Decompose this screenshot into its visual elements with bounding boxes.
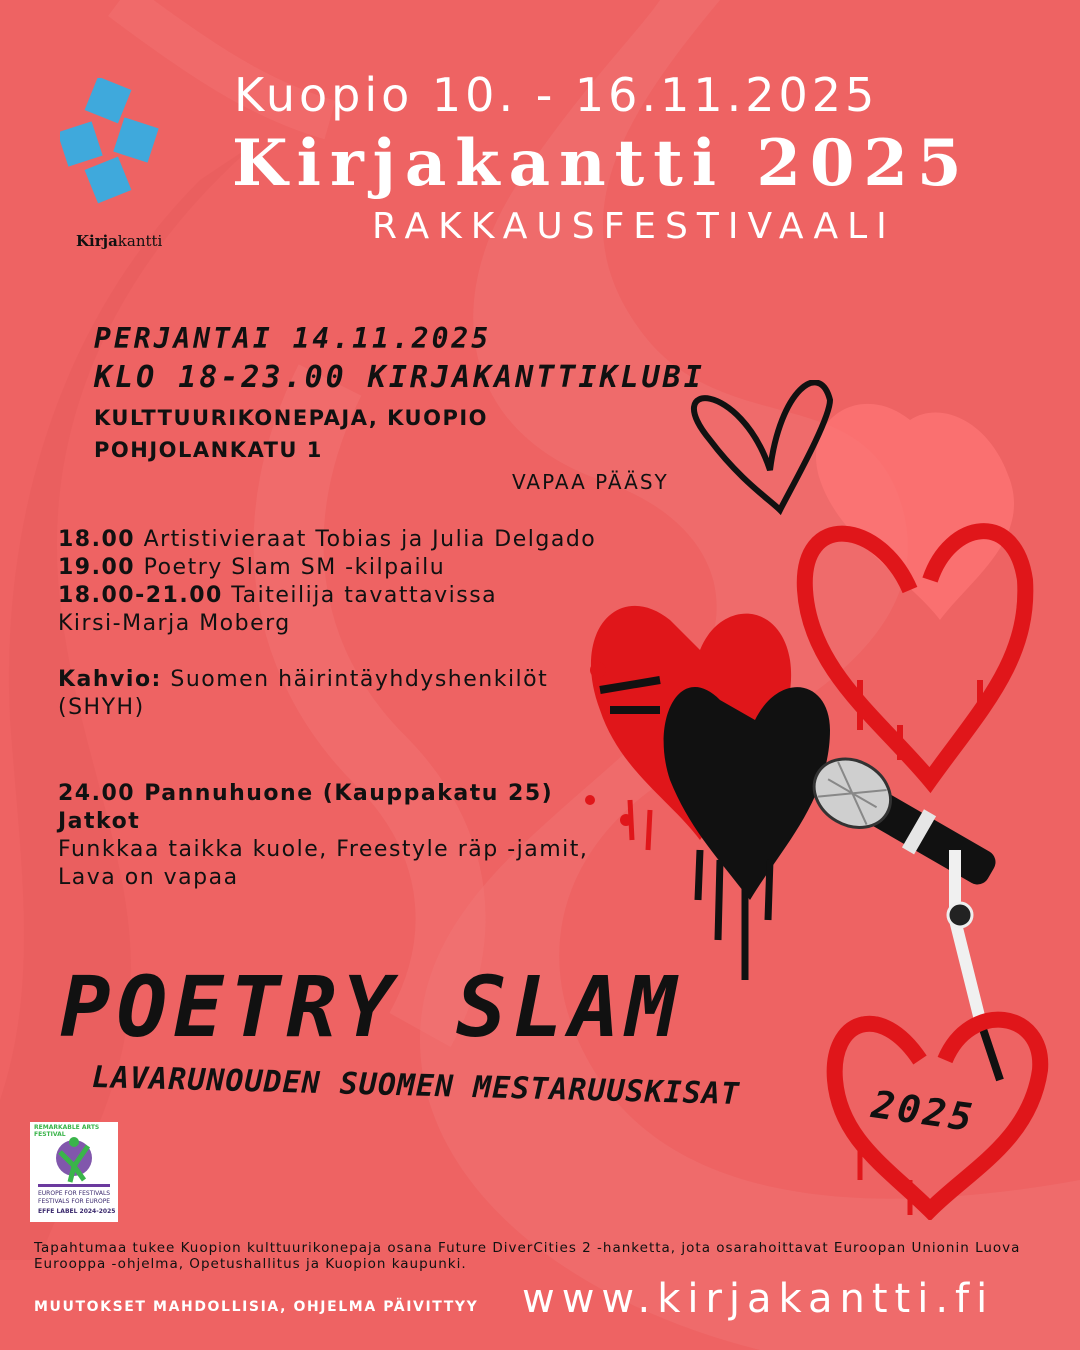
website-link[interactable]: www.kirjakantti.fi (522, 1276, 995, 1322)
event-day: PERJANTAI 14.11.2025 (94, 322, 492, 355)
effe-line-3: EFFE LABEL 2024-2025 (38, 1208, 116, 1215)
cafe-text-abbr: (SHYH) (58, 695, 145, 720)
afterparty-program: Funkkaa taikka kuole, Freestyle räp -jamit, (58, 837, 589, 862)
funding-note: Tapahtumaa tukee Kuopion kulttuurikonepaja osana Future DiverCities 2 -hanketta, jota osarahoittavat Euroopan Unionin Luova Eurooppa -ohjelma, Opetushallitus ja Kuopion kaupunki. (34, 1240, 1021, 1272)
headline-subtitle: LAVARUNOUDEN SUOMEN MESTARUUSKISAT (91, 1060, 741, 1112)
artist-name: Kirsi-Marja Moberg (58, 611, 291, 636)
cafe-label: Kahvio: (58, 667, 162, 692)
schedule-item: 18.00-21.00 Taiteilija tavattavissa (58, 583, 498, 608)
effe-line-1: EUROPE FOR FESTIVALS (38, 1190, 111, 1197)
logo-wordmark: Kirjakantti (76, 232, 163, 250)
afterparty-info (58, 780, 588, 892)
effe-top-text: REMARKABLE ARTS FESTIVAL (34, 1124, 100, 1138)
afterparty-program-2: Lava on vapaa (58, 865, 239, 890)
admission-note: VAPAA PÄÄSY (512, 470, 669, 494)
afterparty-title: Jatkot (58, 809, 141, 834)
effe-label-badge (30, 1122, 118, 1222)
venue-name: KULTTUURIKONEPAJA, KUOPIO (94, 406, 489, 430)
effe-line-2: FESTIVALS FOR EUROPE (38, 1198, 111, 1205)
event-city-date: Kuopio 10. - 16.11.2025 (234, 68, 879, 122)
headline-title: POETRY SLAM (60, 958, 683, 1056)
cafe-text: Suomen häirintäyhdyshenkilöt (161, 667, 549, 692)
afterparty-time-place: 24.00 Pannuhuone (Kauppakatu 25) (58, 781, 554, 806)
venue-address: POHJOLANKATU 1 (94, 438, 323, 462)
event-time-venue: KLO 18-23.00 KIRJAKANTTIKLUBI (94, 360, 705, 395)
schedule-item: 18.00 Artistivieraat Tobias ja Julia Delgado (58, 527, 597, 552)
cafe-info (58, 666, 548, 722)
changes-note: MUUTOKSET MAHDOLLISIA, OHJELMA PÄIVITTYY (34, 1299, 479, 1315)
festival-subtitle: RAKKAUSFESTIVAALI (372, 206, 896, 247)
kirjakantti-logo-icon (60, 78, 160, 204)
schedule-item: 19.00 Poetry Slam SM -kilpailu (58, 555, 446, 580)
festival-title: Kirjakantti 2025 (232, 126, 971, 201)
headline-year: 2025 (868, 1082, 978, 1141)
schedule-list (58, 526, 596, 638)
